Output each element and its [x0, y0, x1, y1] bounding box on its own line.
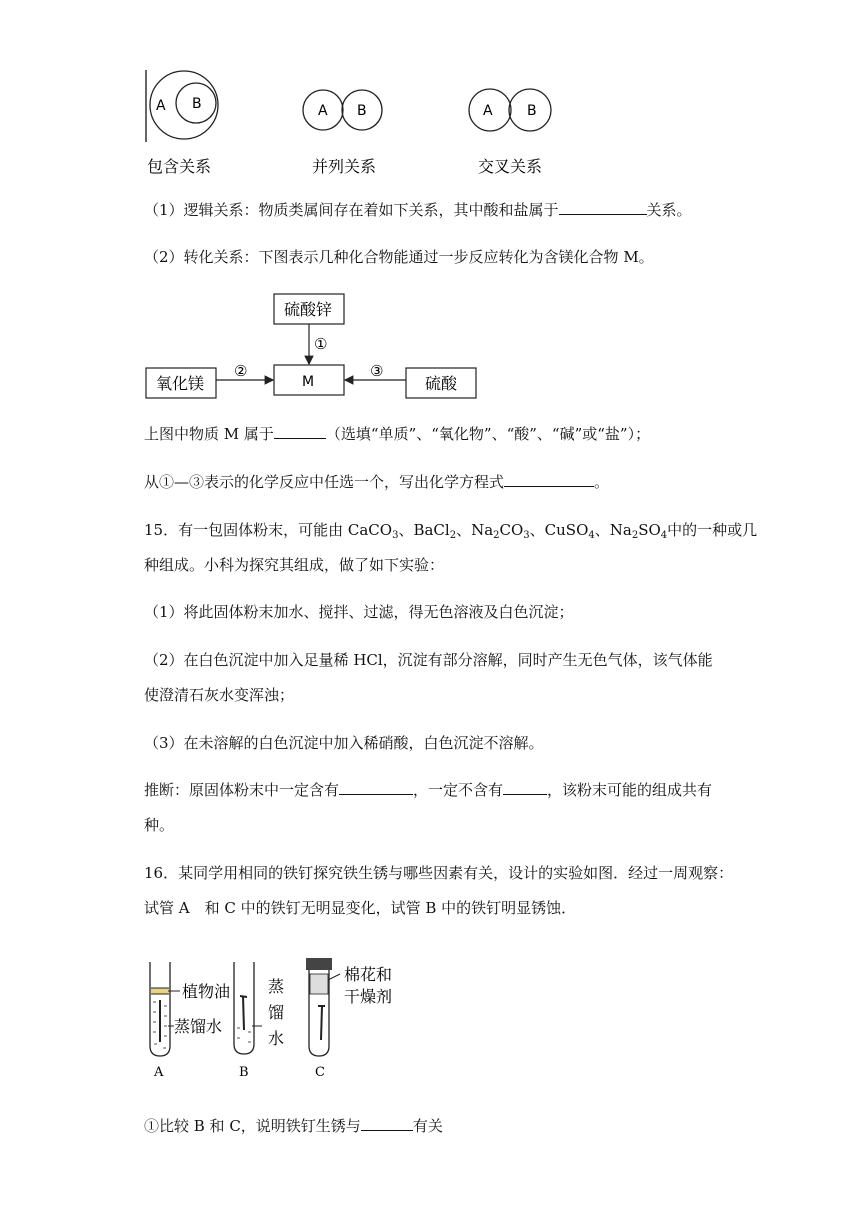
cotton-desiccant [310, 974, 328, 994]
q15-intro-line-1: 15．有一包固体粉末，可能由 CaCO$_3$、BaCl$_2$、$Na_2CO_3$、CuSO$_4$、$Na_2SO_4$中的一种或几 [144, 521, 758, 541]
q15-step-3: （3）在未溶解的白色沉淀中加入稀硝酸，白色沉淀不溶解。 [144, 734, 544, 752]
oil-layer [151, 988, 169, 994]
q16-line-2: 试管 A 和 C 中的铁钉无明显变化，试管 B 中的铁钉明显锈蚀． [144, 899, 577, 917]
venn-cross-label-b: B [527, 103, 537, 119]
test-tube-figure [140, 950, 420, 1085]
venn-label-a: A [156, 98, 166, 114]
q15-step-2b: 使澄清石灰水变浑浊； [144, 686, 295, 704]
box-top-label: 硫酸锌 [284, 300, 333, 319]
q15-inference-end: 种。 [144, 816, 175, 834]
venn-diagrams [140, 60, 580, 180]
arrow-2-num: ② [234, 362, 248, 380]
q15-intro-line-2: 种组成。小科为探究其组成，做了如下实验： [144, 556, 445, 574]
nail-c [321, 1006, 322, 1040]
box-right-label: 硫酸 [425, 374, 458, 393]
q15-step-1: （1）将此固体粉末加水、搅拌、过滤，得无色溶液及白色沉淀； [144, 603, 574, 621]
label-water-b-1: 蒸 [268, 977, 285, 996]
nail-b [243, 996, 244, 1030]
label-water-b-3: 水 [268, 1029, 285, 1048]
caption-parallel: 并列关系 [312, 157, 377, 176]
venn-diagrams-svg [140, 60, 580, 180]
stopper-c [306, 958, 332, 970]
conversion-diagram [140, 290, 490, 405]
q16-line-1: 16．某同学用相同的铁钉探究铁生锈与哪些因素有关，设计的实验如图．经过一周观察： [144, 864, 734, 882]
q14-line-4: 从①—③表示的化学反应中任选一个，写出化学方程式 。 [144, 473, 610, 491]
conversion-diagram-svg [140, 290, 490, 405]
blank-3[interactable] [504, 472, 594, 487]
blank-5[interactable] [503, 780, 547, 795]
tube-a-label: A [154, 1065, 164, 1080]
arrow-3-num: ③ [370, 362, 384, 380]
label-water-b-2: 馏 [268, 1003, 285, 1022]
tube-b-label: B [239, 1065, 249, 1080]
q14-line-1: （1）逻辑关系：物质类属间存在着如下关系，其中酸和盐属于 关系。 [144, 201, 692, 219]
caption-containment: 包含关系 [147, 157, 212, 176]
tube-c-label: C [315, 1065, 325, 1080]
arrow-1-num: ① [314, 335, 328, 353]
label-cotton-2: 干燥剂 [344, 987, 393, 1006]
blank-6[interactable] [361, 1116, 413, 1131]
venn-label-b: B [192, 96, 202, 112]
blank-4[interactable] [339, 780, 413, 795]
q16-compare: ①比较 B 和 C，说明铁钉生锈与 有关 [144, 1117, 443, 1135]
venn-cross-label-a: A [483, 103, 493, 119]
caption-cross: 交叉关系 [478, 157, 543, 176]
q15-step-2a: （2）在白色沉淀中加入足量稀 HCl，沉淀有部分溶解，同时产生无色气体，该气体能 [144, 651, 713, 669]
q15-inference: 推断：原固体粉末中一定含有 ，一定不含有 ，该粉末可能的组成共有 [144, 781, 713, 799]
test-tube-svg [140, 950, 420, 1085]
q14-line-2: （2）转化关系：下图表示几种化合物能通过一步反应转化为含镁化合物 M。 [144, 248, 654, 266]
blank-1[interactable] [559, 200, 647, 215]
label-cotton-1: 棉花和 [344, 965, 393, 984]
venn-parallel-label-b: B [357, 103, 367, 119]
blank-2[interactable] [274, 424, 326, 439]
box-left-label: 氧化镁 [156, 374, 205, 393]
label-oil: 植物油 [182, 982, 231, 1001]
venn-parallel-label-a: A [318, 103, 328, 119]
q14-line-3: 上图中物质 M 属于 （选填“单质”、“氧化物”、“酸”、“碱”或“盐”）； [144, 425, 651, 443]
box-center-label: M [302, 374, 315, 390]
label-water-a: 蒸馏水 [174, 1017, 223, 1036]
